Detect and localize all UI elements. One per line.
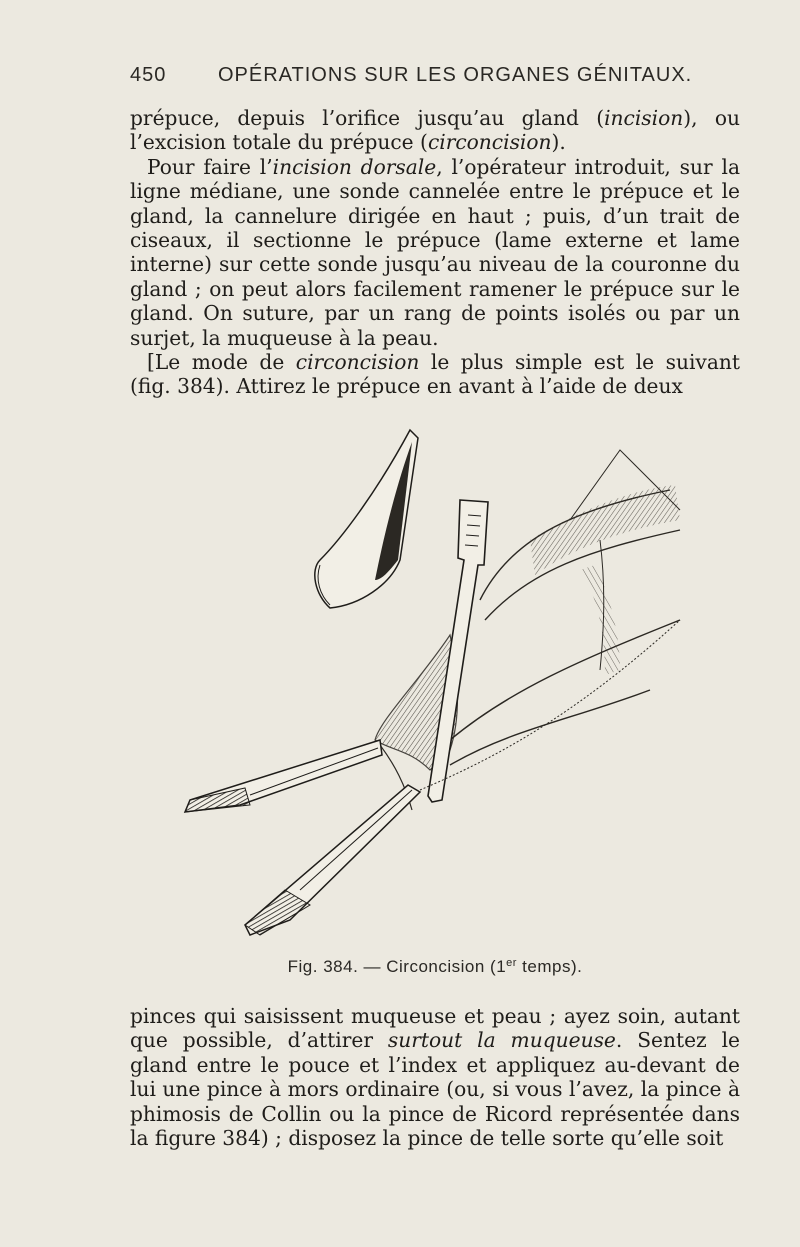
text-run: ), ou l’excision totale du prépuce ( bbox=[130, 106, 740, 155]
probe-detail-drawing bbox=[315, 430, 418, 608]
paragraph bbox=[130, 350, 740, 399]
body-text-bottom bbox=[130, 1004, 740, 1150]
paragraph bbox=[130, 1004, 740, 1150]
text-run: . Sentez le gland entre le pouce et l’index et appliquez au-devant de lui une pince à mors ordinaire (ou, si vous l’avez, la pince à phimosis de Collin ou la pince de Ricord représentée dans la figure 384) ; disposez la pince de telle sorte qu’elle soit bbox=[130, 1028, 740, 1151]
caption-superscript: er bbox=[506, 957, 517, 969]
caption-text: temps). bbox=[516, 957, 583, 976]
italic-term: circoncision bbox=[427, 130, 552, 155]
text-run: prépuce, depuis l’orifice jusqu’au gland ( bbox=[130, 106, 605, 130]
running-head bbox=[130, 64, 740, 94]
page-number: 450 bbox=[130, 64, 167, 86]
figure-caption bbox=[130, 957, 740, 977]
italic-term: circoncision bbox=[295, 350, 420, 375]
text-run: [Le mode de bbox=[147, 350, 296, 375]
paragraph bbox=[130, 106, 740, 155]
figure-illustration bbox=[150, 420, 710, 950]
italic-term: incision dorsale bbox=[272, 154, 437, 179]
text-run: pinces qui saisissent muqueuse et peau ; ayez soin, autant que possible, d’attirer bbox=[130, 1004, 740, 1053]
skin-shading bbox=[580, 565, 620, 675]
body-text-top bbox=[130, 106, 740, 399]
running-title: OPÉRATIONS SUR LES ORGANES GÉNITAUX. bbox=[218, 64, 693, 86]
italic-term: incision bbox=[604, 106, 684, 130]
paragraph bbox=[130, 155, 740, 350]
forceps-upper-drawing bbox=[185, 740, 382, 812]
skin-shading bbox=[530, 485, 680, 575]
grooved-director-drawing bbox=[428, 500, 488, 802]
italic-term: surtout la muqueuse bbox=[387, 1028, 616, 1053]
text-run: , l’opérateur introduit, sur la ligne médiane, une sonde cannelée entre le prépuce et le gland, la cannelure dirigée en haut ; puis, d’un trait de ciseaux, il sectionne le prépuce (lame externe et lame interne) sur cette sonde jusqu’au niveau de la couronne du gland ; on peut alors facilement ramener le prépuce sur le gland. On suture, par un rang de points isolés ou par un surjet, la muqueuse à la peau. bbox=[130, 154, 740, 350]
circumcision-engraving bbox=[150, 420, 710, 950]
caption-text: Fig. 384. — Circoncision (1 bbox=[287, 957, 507, 976]
text-run: ). bbox=[551, 130, 566, 155]
text-run: le plus simple est le suivant (fig. 384). Attirez le prépuce en avant à l’aide de deux bbox=[130, 350, 740, 399]
forceps-lower-drawing bbox=[245, 785, 420, 935]
text-run: Pour faire l’ bbox=[147, 154, 273, 179]
